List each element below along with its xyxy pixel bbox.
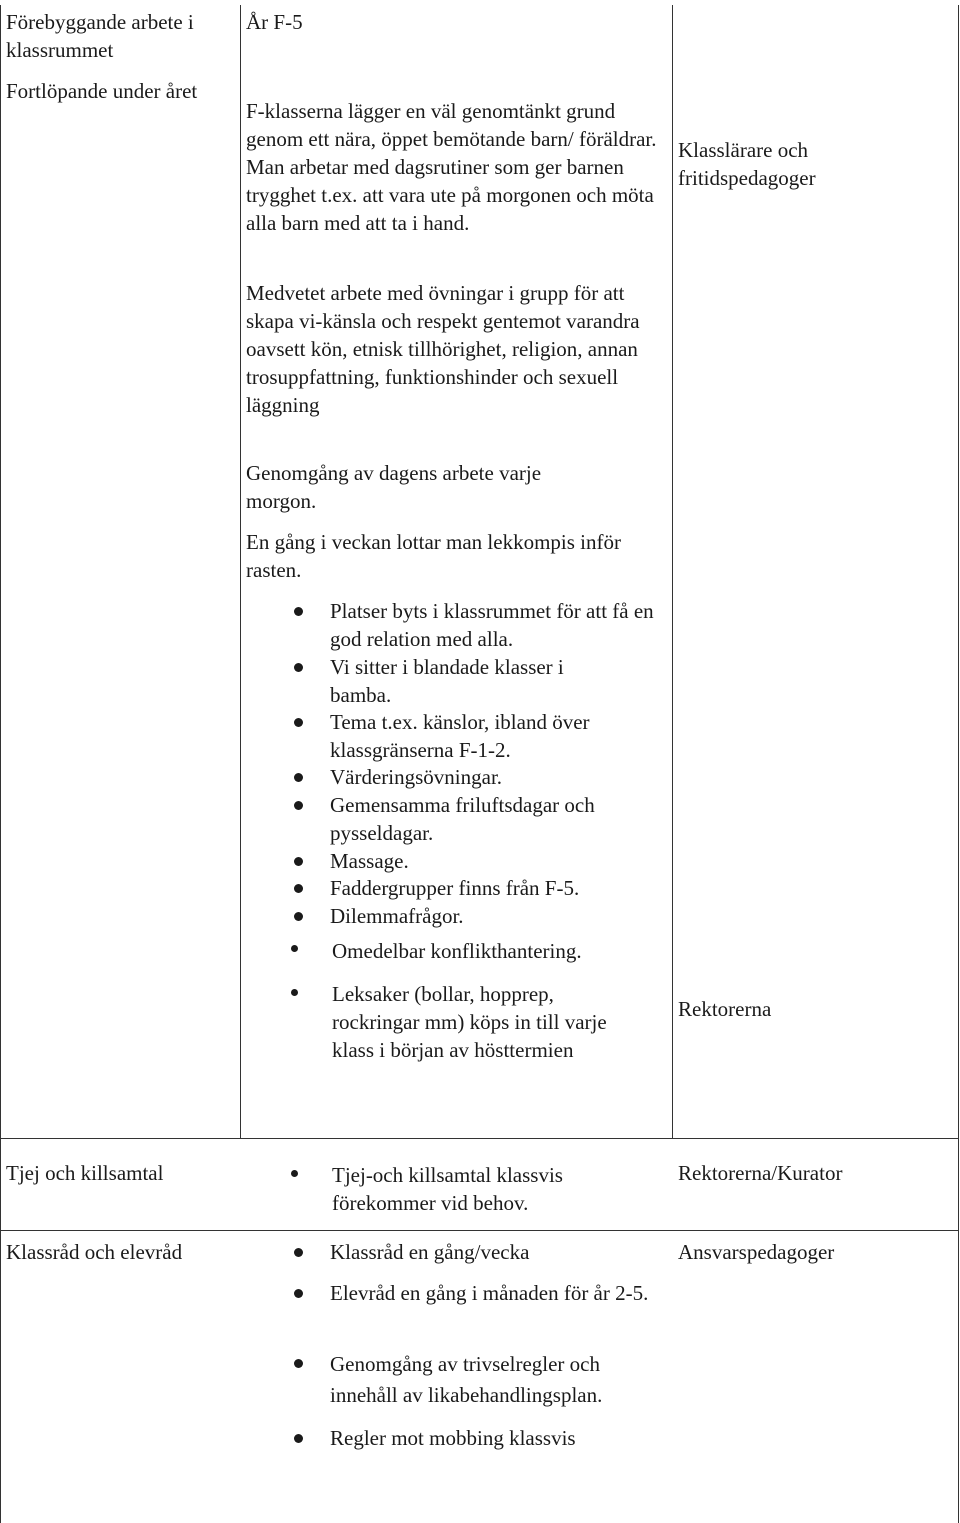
cell-grade-header: År F-5 bbox=[246, 10, 303, 34]
bullet-dot bbox=[294, 1359, 303, 1368]
list-item: Platser byts i klassrummet för att få en god relation med alla. bbox=[330, 599, 654, 651]
bullet-dot bbox=[294, 1434, 303, 1443]
cell-council-title: Klassråd och elevråd bbox=[6, 1240, 183, 1264]
table-border-right bbox=[958, 5, 959, 1523]
bullet-dot bbox=[291, 945, 298, 952]
list-item: Regler mot mobbing klassvis bbox=[330, 1426, 576, 1450]
column-divider-2 bbox=[672, 5, 673, 1138]
list-item: Gemensamma friluftsdagar och pysseldagar. bbox=[330, 793, 595, 845]
list-item: Massage. bbox=[330, 849, 409, 873]
bullet-dot bbox=[294, 1248, 303, 1257]
bullet-dot bbox=[294, 663, 303, 672]
paragraph-weekly-lottery: En gång i veckan lottar man lekkompis inför rasten. bbox=[246, 530, 621, 582]
paragraph-f-classes: F-klasserna lägger en väl genomtänkt grund genom ett nära, öppet bemötande barn/ föräldrar. Man arbetar med dagsrutiner som ger barnen trygghet t.ex. att vara ute på morgonen och möta alla barn med att ta i hand. bbox=[246, 99, 657, 235]
cell-frequency: Fortlöpande under året bbox=[6, 79, 198, 103]
list-item: Elevråd en gång i månaden för år 2-5. bbox=[330, 1281, 649, 1305]
cell-activity-title: Förebyggande arbete i klassrummet bbox=[6, 10, 194, 62]
cell-talks-title: Tjej och killsamtal bbox=[6, 1161, 164, 1185]
bullet-dot bbox=[291, 989, 298, 996]
column-divider-1 bbox=[240, 5, 241, 1138]
cell-responsible-teachers: Klasslärare och fritidspedagoger bbox=[678, 138, 816, 190]
cell-responsible-principals: Rektorerna bbox=[678, 997, 772, 1021]
row-divider-1 bbox=[0, 1138, 959, 1139]
bullet-dot bbox=[294, 1289, 303, 1298]
bullet-dot bbox=[294, 912, 303, 921]
table-border-left bbox=[0, 5, 1, 1523]
cell-responsible-teachers-council: Ansvarspedagoger bbox=[678, 1240, 835, 1264]
list-item: Dilemmafrågor. bbox=[330, 904, 464, 928]
cell-responsible-curator: Rektorerna/Kurator bbox=[678, 1161, 843, 1185]
list-item: Vi sitter i blandade klasser i bamba. bbox=[330, 655, 564, 707]
list-item: Tjej-och killsamtal klassvis förekommer vid behov. bbox=[332, 1163, 563, 1215]
list-item: Genomgång av trivselregler och innehåll av likabehandlingsplan. bbox=[330, 1352, 603, 1407]
list-item: Klassråd en gång/vecka bbox=[330, 1240, 530, 1264]
bullet-dot bbox=[294, 801, 303, 810]
bullet-dot bbox=[294, 857, 303, 866]
list-item: Faddergrupper finns från F-5. bbox=[330, 876, 580, 900]
bullet-dot bbox=[294, 773, 303, 782]
list-item: Leksaker (bollar, hopprep, rockringar mm) köps in till varje klass i början av hösttermien bbox=[332, 982, 607, 1062]
list-item: Tema t.ex. känslor, ibland över klassgränserna F-1-2. bbox=[330, 710, 590, 762]
list-item: Värderingsövningar. bbox=[330, 765, 503, 789]
bullet-dot bbox=[294, 884, 303, 893]
list-item: Omedelbar konflikthantering. bbox=[332, 939, 582, 963]
row-divider-2 bbox=[0, 1230, 959, 1231]
bullet-dot bbox=[294, 718, 303, 727]
bullet-dot bbox=[291, 1170, 298, 1177]
paragraph-group-exercises: Medvetet arbete med övningar i grupp för att skapa vi-känsla och respekt gentemot varandra oavsett kön, etnisk tillhörighet, religion, annan trosuppfattning, funktionshinder och sexuell läggning bbox=[246, 281, 640, 417]
paragraph-daily-review: Genomgång av dagens arbete varje morgon. bbox=[246, 461, 542, 513]
bullet-dot bbox=[294, 607, 303, 616]
